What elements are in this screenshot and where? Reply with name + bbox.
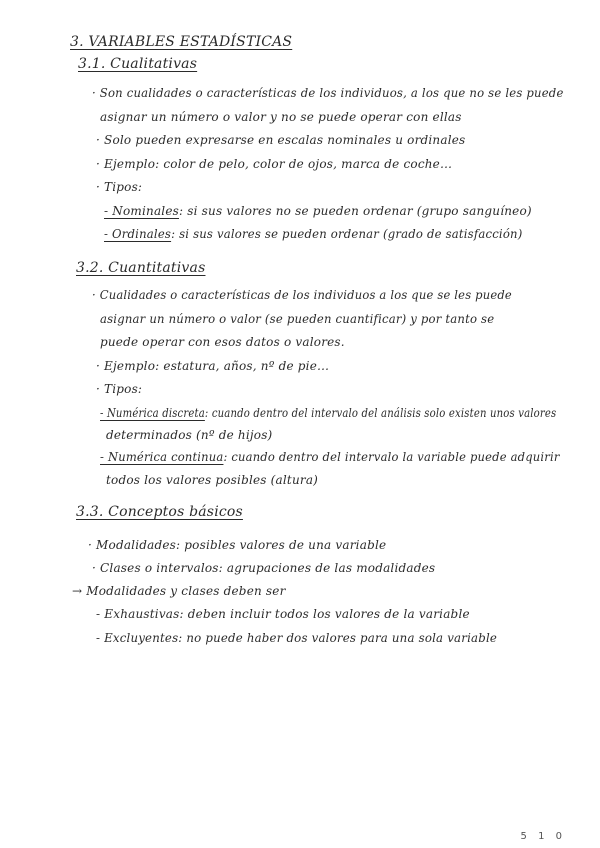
section-1-title-text: 3.1. Cualitativas	[78, 56, 198, 72]
nominales-term: - Nominales	[104, 204, 179, 218]
numerica-discreta-term: - Numérica discreta	[100, 406, 205, 420]
section-2-line-5: · Tipos:	[96, 382, 143, 396]
section-3-line-1: · Modalidades: posibles valores de una variable	[88, 538, 387, 552]
section-1-title	[78, 56, 197, 72]
section-1-line-3: · Solo pueden expresarse en escalas nominales u ordinales	[96, 133, 466, 147]
main-heading-text: 3. VARIABLES ESTADÍSTICAS	[70, 34, 293, 50]
section-2-line-7: determinados (nº de hijos)	[106, 428, 273, 442]
section-1-line-2: asignar un número o valor y no se puede operar con ellas	[100, 110, 462, 124]
section-2-title-text: 3.2. Cuantitativas	[76, 260, 206, 276]
section-3-title	[76, 504, 243, 520]
numerica-continua-term: - Numérica continua	[100, 450, 224, 464]
section-1-line-5: · Tipos:	[96, 180, 143, 194]
numerica-continua-definition: : cuando dentro del intervalo la variable puede adquirir	[223, 450, 560, 464]
section-1-line-7	[104, 227, 522, 241]
section-1-line-6	[104, 204, 532, 218]
section-3-line-4: - Exhaustivas: deben incluir todos los valores de la variable	[96, 607, 470, 621]
section-3-line-3: → Modalidades y clases deben ser	[72, 584, 286, 598]
section-2-line-1: · Cualidades o características de los individuos a los que se les puede	[92, 288, 512, 302]
section-2-title	[76, 260, 205, 276]
section-2-line-6	[100, 406, 556, 420]
numerica-discreta-definition: : cuando dentro del intervalo del análisis solo existen unos valores	[204, 406, 557, 420]
section-1-line-4: · Ejemplo: color de pelo, color de ojos, marca de coche…	[96, 157, 453, 171]
page-number: 5 1 0	[520, 831, 566, 842]
section-2-line-8	[100, 450, 560, 464]
section-2-line-9: todos los valores posibles (altura)	[106, 473, 319, 487]
ordinales-term: - Ordinales	[104, 227, 172, 241]
section-3-title-text: 3.3. Conceptos básicos	[76, 504, 243, 520]
nominales-definition: : si sus valores no se pueden ordenar (grupo sanguíneo)	[179, 204, 532, 218]
section-2-line-3: puede operar con esos datos o valores.	[100, 335, 345, 349]
section-2-line-2: asignar un número o valor (se pueden cuantificar) y por tanto se	[100, 312, 495, 326]
section-1-line-1: · Son cualidades o características de los individuos, a los que no se les puede	[92, 86, 564, 100]
section-2-line-4: · Ejemplo: estatura, años, nº de pie…	[96, 359, 330, 373]
section-3-line-2: · Clases o intervalos: agrupaciones de las modalidades	[92, 561, 436, 575]
ordinales-definition: : si sus valores se pueden ordenar (grado de satisfacción)	[171, 227, 523, 241]
section-3-line-5: - Excluyentes: no puede haber dos valores para una sola variable	[96, 631, 498, 645]
main-heading	[70, 34, 292, 50]
